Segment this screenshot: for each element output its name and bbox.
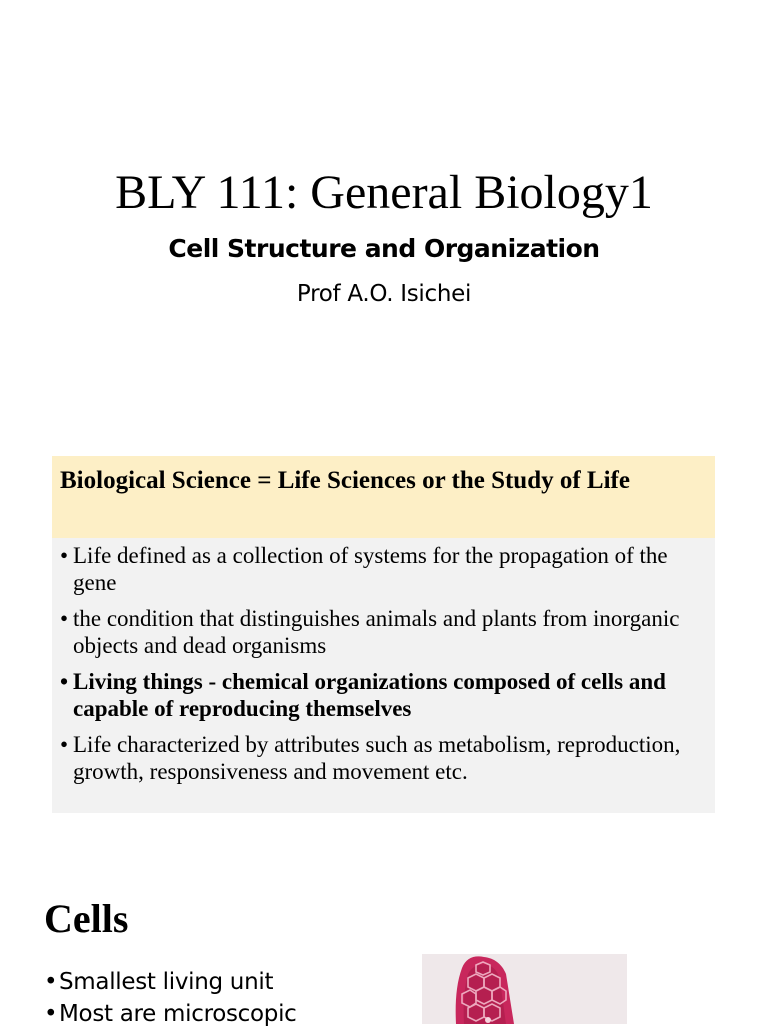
micrograph-of-cells-image — [422, 954, 627, 1024]
cells-bullet: • Most are microscopic — [44, 1001, 297, 1027]
title-slide — [0, 0, 768, 440]
cells-heading: Cells — [44, 896, 129, 941]
definition-box — [52, 456, 715, 813]
author-name: Prof A.O. Isichei — [296, 281, 472, 307]
definition-bullet: • Life characterized by attributes such as metabolism, reproduction, growth, responsiveness and movement etc. — [60, 732, 681, 784]
definition-heading: Biological Science = Life Sciences or the Study of Life — [52, 456, 715, 538]
bullet-text: Life characterized by attributes such as metabolism, reproduction, growth, responsiveness and movement etc. — [73, 732, 681, 784]
bullet-text: Life defined as a collection of systems for the propagation of the gene — [73, 543, 668, 595]
cells-bullet: • Smallest living unit — [44, 969, 274, 995]
definition-bullet: • the condition that distinguishes animals and plants from inorganic objects and dead organisms — [60, 606, 680, 658]
bullet-text: Living things - chemical organizations composed of cells and capable of reproducing themselves — [73, 669, 666, 721]
course-subtitle: Cell Structure and Organization — [168, 234, 600, 263]
definition-bullet: • Life defined as a collection of systems for the propagation of the gene — [60, 543, 668, 595]
definition-bullet: • Living things - chemical organizations composed of cells and capable of reproducing themselves — [60, 669, 666, 721]
course-title: BLY 111: General Biology1 — [115, 166, 653, 219]
cells-bullet-list — [44, 966, 297, 1030]
definition-bullet-list — [52, 538, 715, 785]
cell-micrograph-drawing — [422, 954, 627, 1024]
bullet-text: the condition that distinguishes animals and plants from inorganic objects and dead organisms — [73, 606, 680, 658]
